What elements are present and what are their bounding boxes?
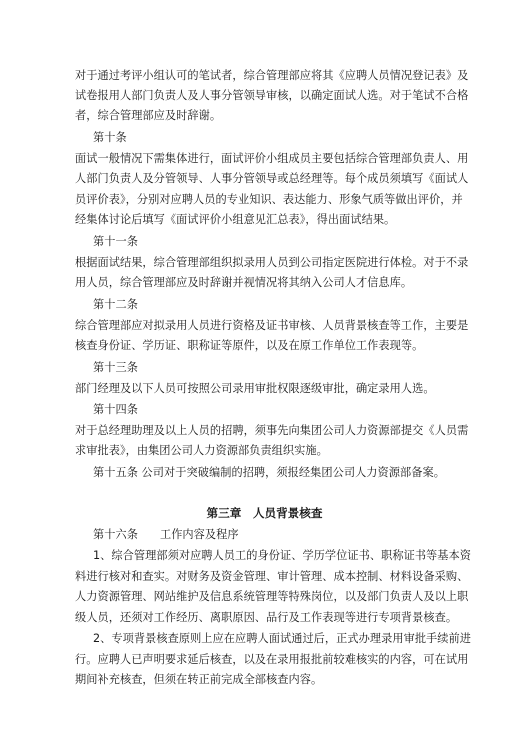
paragraph-line: 行。应聘人已声明要求延后核查，以及在录用报批前较难核实的内容，可在试用 xyxy=(75,653,469,666)
paragraph-line: 对于总经理助理及以上人员的招聘，须事先向集团公司人力资源部提交《人员需 xyxy=(75,424,469,437)
article-label: 第十三条 xyxy=(93,361,138,374)
article-title: 工作内容及程序 xyxy=(159,528,239,541)
article-paragraph: 第十五条 公司对于突破编制的招聘，须报经集团公司人力资源部备案。 xyxy=(93,466,445,479)
article-label: 第十六条 xyxy=(93,528,138,541)
paragraph-line: 求审批表》，由集团公司人力资源部负责组织实施。 xyxy=(75,444,328,457)
paragraph-line: 对于通过考评小组认可的笔试者，综合管理部应将其《应聘人员情况登记表》及 xyxy=(75,69,469,82)
paragraph-line: 1、综合管理部须对应聘人员工的身份证、学历学位证书、职称证书等基本资 xyxy=(93,549,472,562)
paragraph-line: 试卷报用人部门负责人及人事分管领导审核，以确定面试人选。对于笔试不合格 xyxy=(75,89,469,102)
paragraph-line: 者，综合管理部应及时辞谢。 xyxy=(75,109,222,122)
paragraph-line: 根据面试结果，综合管理部组织拟录用人员到公司指定医院进行体检。对于不录 xyxy=(75,256,469,269)
article-label: 第十一条 xyxy=(93,235,138,248)
chapter-heading: 第三章 人员背景核查 xyxy=(206,506,323,520)
paragraph-line: 部门经理及以下人员可按照公司录用审批权限逐级审批，确定录用人选。 xyxy=(75,382,435,395)
article-label: 第十二条 xyxy=(93,298,138,311)
article-heading-row xyxy=(93,528,483,542)
paragraph-line: 面试一般情况下需集体进行，面试评价小组成员主要包括综合管理部负责人、用 xyxy=(75,152,469,165)
paragraph-line: 2、专项背景核查原则上应在应聘人面试通过后，正式办理录用审批手续前进 xyxy=(93,632,472,645)
article-label: 第十条 xyxy=(93,131,127,144)
paragraph-line: 综合管理部应对拟录用人员进行资格及证书审核、人员背景核查等工作，主要是 xyxy=(75,319,469,332)
paragraph-line: 员评价表》，分别对应聘人员的专业知识、表达能力、形象气质等做出评价，并 xyxy=(75,193,463,206)
paragraph-line: 级人员，还须对工作经历、离职原因、品行及工作表现等进行专项背景核查。 xyxy=(75,611,458,624)
paragraph-line: 核查身份证、学历证、职称证等原件，以及在原工作单位工作表现等。 xyxy=(75,339,424,352)
paragraph-line: 期间补充核查，但须在转正前完成全部核查内容。 xyxy=(75,673,323,686)
paragraph-line: 料进行核对和查实。对财务及资金管理、审计管理、成本控制、材料设备采购、 xyxy=(75,570,469,583)
paragraph-line: 经集体讨论后填写《面试评价小组意见汇总表》，得出面试结果。 xyxy=(75,213,396,226)
paragraph-line: 人部门负责人及分管领导、人事分管领导或总经理等。每个成员须填写《面试人 xyxy=(75,172,469,185)
paragraph-line: 人力资源管理、网站维护及信息系统管理等特殊岗位，以及部门负责人及以上职 xyxy=(75,590,469,603)
paragraph-line: 用人员，综合管理部应及时辞谢并视情况将其纳入公司人才信息库。 xyxy=(75,276,413,289)
article-label: 第十四条 xyxy=(93,403,138,416)
